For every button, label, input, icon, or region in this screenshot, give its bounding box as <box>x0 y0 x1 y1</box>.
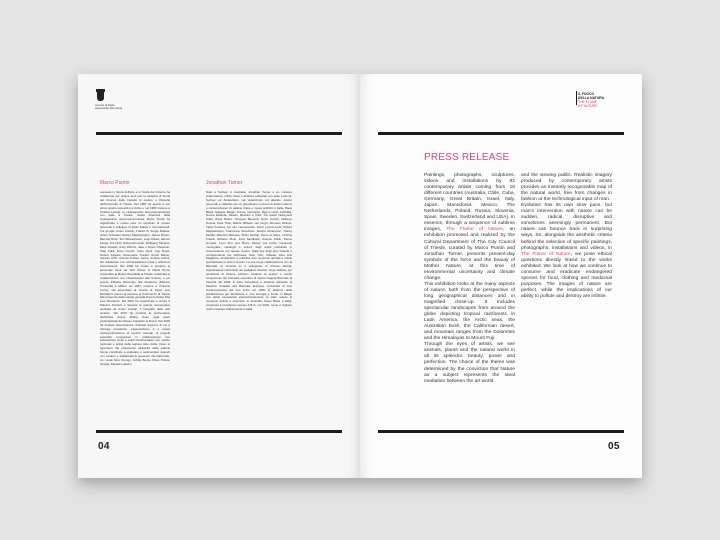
col2-p1: and the viewing public. Realistic imagery produced by contemporary artists provides an instantly recognizable map of the natural world, free from changes in fashion or the technological input of man. <box>521 173 612 203</box>
page-number-right: 05 <box>608 441 620 452</box>
brand-subtitle-line-1: THE FLAME <box>578 100 598 104</box>
brand-subtitle-line-2: OF NATURE <box>578 104 598 109</box>
page-number-left: 04 <box>98 441 110 452</box>
col1-p1-b: , an exhibition promoted and realized by the Cultural Department of The City Council of Trieste, curated by Marco Puntin and Jonathan Turner, presents present-day symbols of the force and the beauty of Mother Nature, at this time of environmental uncertainty and climate change. <box>424 227 515 281</box>
author-name-puntin: Marco Puntin <box>100 180 130 186</box>
top-rule-right <box>378 132 624 135</box>
author-bio-turner: Nato a Sydney, in Australia, Jonathan Turner è un curatore indipendente, critico d'arte e direttore editoriale con sede a Roma, Sydney ed Amsterdam. Ha organizzato ed allestito mostre personali e collettive per un grandissimo numero di artisti moderni e contemporanei (in gallerie d'arte e musei pubblici in Italia, Paesi Bassi, Spagna, Belgio, Grecia, Germania, Regno Unito, Australia, Nuova Zelanda, Taiwan, Messico e USA. Tra questi Nobuyoshi Araki, Rosa Barba, Vanessa Beecroft, Enzo Cucchi, Marlene Dumas, Paul Thek, Barbie Wilhelm van Gogh, Romano Strame, Yasui Kusama, Ivo van Lamsweerde, Henri Lorenz-Loch, Robert Mapplethorpe, Francesca Woodman, Marina Abramović, Tracey Moffatt, Mauricio Meireles, Shirin Neshat, Pierre et Gilles, Cristina Fratelli, Roberto Pinto, Fred Sandback, Antonio Riello, Panos Gorgias, Lynn Kirn and Bruce Weber. Ha scritto numerose monografie, cataloghi e volumi degli artisti pubblicati in concomitanza con queste mostre. Dalla fine degli anni Ottanta è corrispondente per ARTnews, New York; Tableau, Fine Arts Magazine, Amsterdam e pubblica suoi numerosi giornali e riviste specializzate in tutto il mondo. La sua lunga collaborazione con la Biennale di Venezia lo è sviluppata in diverse attività: organizzatore nell'ambito dei padiglioni stranieri, lungo italiano, per quindicina di diverse edizioni; curatore di sezioni e anche componente del Comitato esecutivo di Aperto Laguna Biennale di Venezia del 1993. È stato consulente e direttore editoriale di Maurizio Cattelan alla Biennale Europea. Università di Arte Contemporanea dal suo inizio nel 1996. È direttore della pubblicazione per Worldview, e, che accoglie e fonde, in Belgio con artisti riconosciuti internazionalmente. È stato autore di numerosi articoli e interviste, in Australia, Paesi Bassi e Italia, compresa il prestigioso premio A.B.O. nel 2009, come il migliore critico curatore indipendente in Italia. <box>206 190 292 312</box>
brand-subtitle <box>578 100 597 108</box>
body-column-1 <box>424 173 515 385</box>
bottom-rule-left <box>96 430 342 433</box>
section-title: PRESS RELEASE <box>424 152 510 163</box>
col2-p2-a: Evolution has its own slow pace, but man's intervention with nature can be sudden, radical, disruptive and sometimes seemingly permanent. But nature can bounce back in surprising ways. So, alongside the aesthetic criteria behind the selection of specific paintings, photographs, installations and videos, in <box>521 203 612 251</box>
col1-p2: This exhibition looks at the many aspects of nature, both from the perspective of long geographical distances and in magnified close-up. It includes spectacular landscapes from around the globe depicting tropical rainforests in Latin America, the Arctic seas, the Australian bush, the Californian desert, and mountain ranges from the Dolomites and the Himalayas to Mount Fuji. <box>424 281 515 342</box>
crest-caption <box>95 104 122 110</box>
col2-p2-b: , we pose ethical questions directly linked to the works exhibited. We look at how we continue to consume and eradicate endangered species for food, clothing and medicinal purposes. The images of nature are perfect, while the implications of our ability to pollute and destroy are infinite. <box>521 251 612 299</box>
author-name-turner: Jonathan Turner <box>206 180 243 186</box>
col1-p1-a: Paintings, photographs, sculptures, videos and installations by 82 contemporary artists coming from 18 different countries (Australia, Chile, Cuba, Germany, Great Britain, Israel, Italy, Japan, Macedonia, Mexico, The Netherlands, Poland, Russia, Slovenia, Spain, Sweden, Switzerland and USA). In essence, through a sequence of sublime images, <box>424 173 515 233</box>
body-column-2 <box>521 173 612 300</box>
brand-bar <box>576 91 577 105</box>
bottom-rule-right <box>378 430 624 433</box>
right-page <box>360 74 642 478</box>
brand-title-line-2: DELLA NATURA <box>578 96 605 101</box>
crest-caption-line-2: assessorato alla cultura <box>95 107 123 110</box>
top-rule-left <box>96 132 342 135</box>
magazine-spread <box>78 74 642 478</box>
city-crest-icon <box>97 91 104 101</box>
brand-title-line-1: IL FUOCO <box>578 92 595 96</box>
left-page <box>78 74 360 478</box>
exhibition-title-highlight-2: The Flame of Nature <box>521 251 571 257</box>
col1-p3: Through the eyes of artists, we see animals, plants and the natural world in all its splendor, beauty, power and perfection. The choice of the theme was determined by the conviction that Nature as a subject represents the ideal mediation between the art world <box>424 342 515 384</box>
crest-caption-line-1: comune di trieste <box>95 104 115 107</box>
author-bio-puntin: Laureato in Storia dell'arte e in Storia del Cinema ha collaborato per cinque anni con la cattedra di Storia del Cinema della Facoltà di Lettere e Filosofia dell'Università di Trieste. Nel 1981 ha aperto il suo primo spazio espositivo a Udine e nel 1983 insieme a Cristina Lipargi, la Lipanjepuntin artecontemporanea con sede a Trieste. Guida dinamica della Lipanjepuntin artecontemporanea, Marco Puntin ha organizzato e curato oltre un centinaio di mostre personali e collettive di artisti italiani e internazionali. Tra gli altri, Anton Corbijn, Franko B, Sergio Brattas, Julian Schnabel, Robert Mapplethorpe, James Brown, Bernard Rudy, Tom Wesselmann, Luigi Ontani, Helmut Lange, Urs Lüthi, Nobuyoshi Araki, Wolfgang Tillmans, Mark Kostabi, Andy Warhol, Jake e Dinos Chapman, Oleg Kulik, Enzo Cucchi, Carlo Zauli, Ugo Dossi, Robert Kügerle, Rosemarie Trockel, Arnulf Rainer, Antonio Ortiz, Antonio Freiles, Serse, Andrea Carlini. Ha collaborato con amministrazioni locali e istituzioni internazionali. Nel 1996 ha curato e prodotto la personale Nour du Soir Moriel di David Byrne presentata al Museo Revoltella di Trieste, realizzata in collaborazione con l'Assessorato alla Cultura, e poi presso Palazzo Mocenigo alla Giudecca (Palazzo Trissinelli) a Milano nel 1997, insieme a Umberto Curzio. Ha presentato la mostra di Paolo Levi Montalcini presso la Camera di Commercio di Trieste alla presenza della sorella gemella Premio Nobel Rita Levi Montalcini. Nel 2004 ha organizzato e curato a Palazzo Portanz a Venezia la grande retrospettiva dedicata ad Anton Corbijn, il fotografo delle star western. Nel 2007 ha prodotto la performance dell'artista cinese Zhang Huan negli spazi postindustriali del Museo Capitolini di Roma. Nel 2009 ha fondato l'associazione culturale artport.it di cui è tuttroggi presidente. L'associazione si è spesa nell'organizzazione di incontri culturali, di progetti espositivi temporanei in collaborazione con associazioni locali e spazi transfrontalieri con mostre nazionali e artisti della regione Alpe Adria. Dopo lo sgombero del parlamento all'attività della galleria hanno contribuito a esplorare e sedimentare rapporti con curatori e intellettuali di spessore internazionale, tra i quali Nico Orengo, Achille Bonito Oliva, Tiziano Scarpa, Daniele Luttazzi. <box>100 190 170 366</box>
exhibition-title-highlight-1: The Flame of Nature <box>446 227 503 233</box>
